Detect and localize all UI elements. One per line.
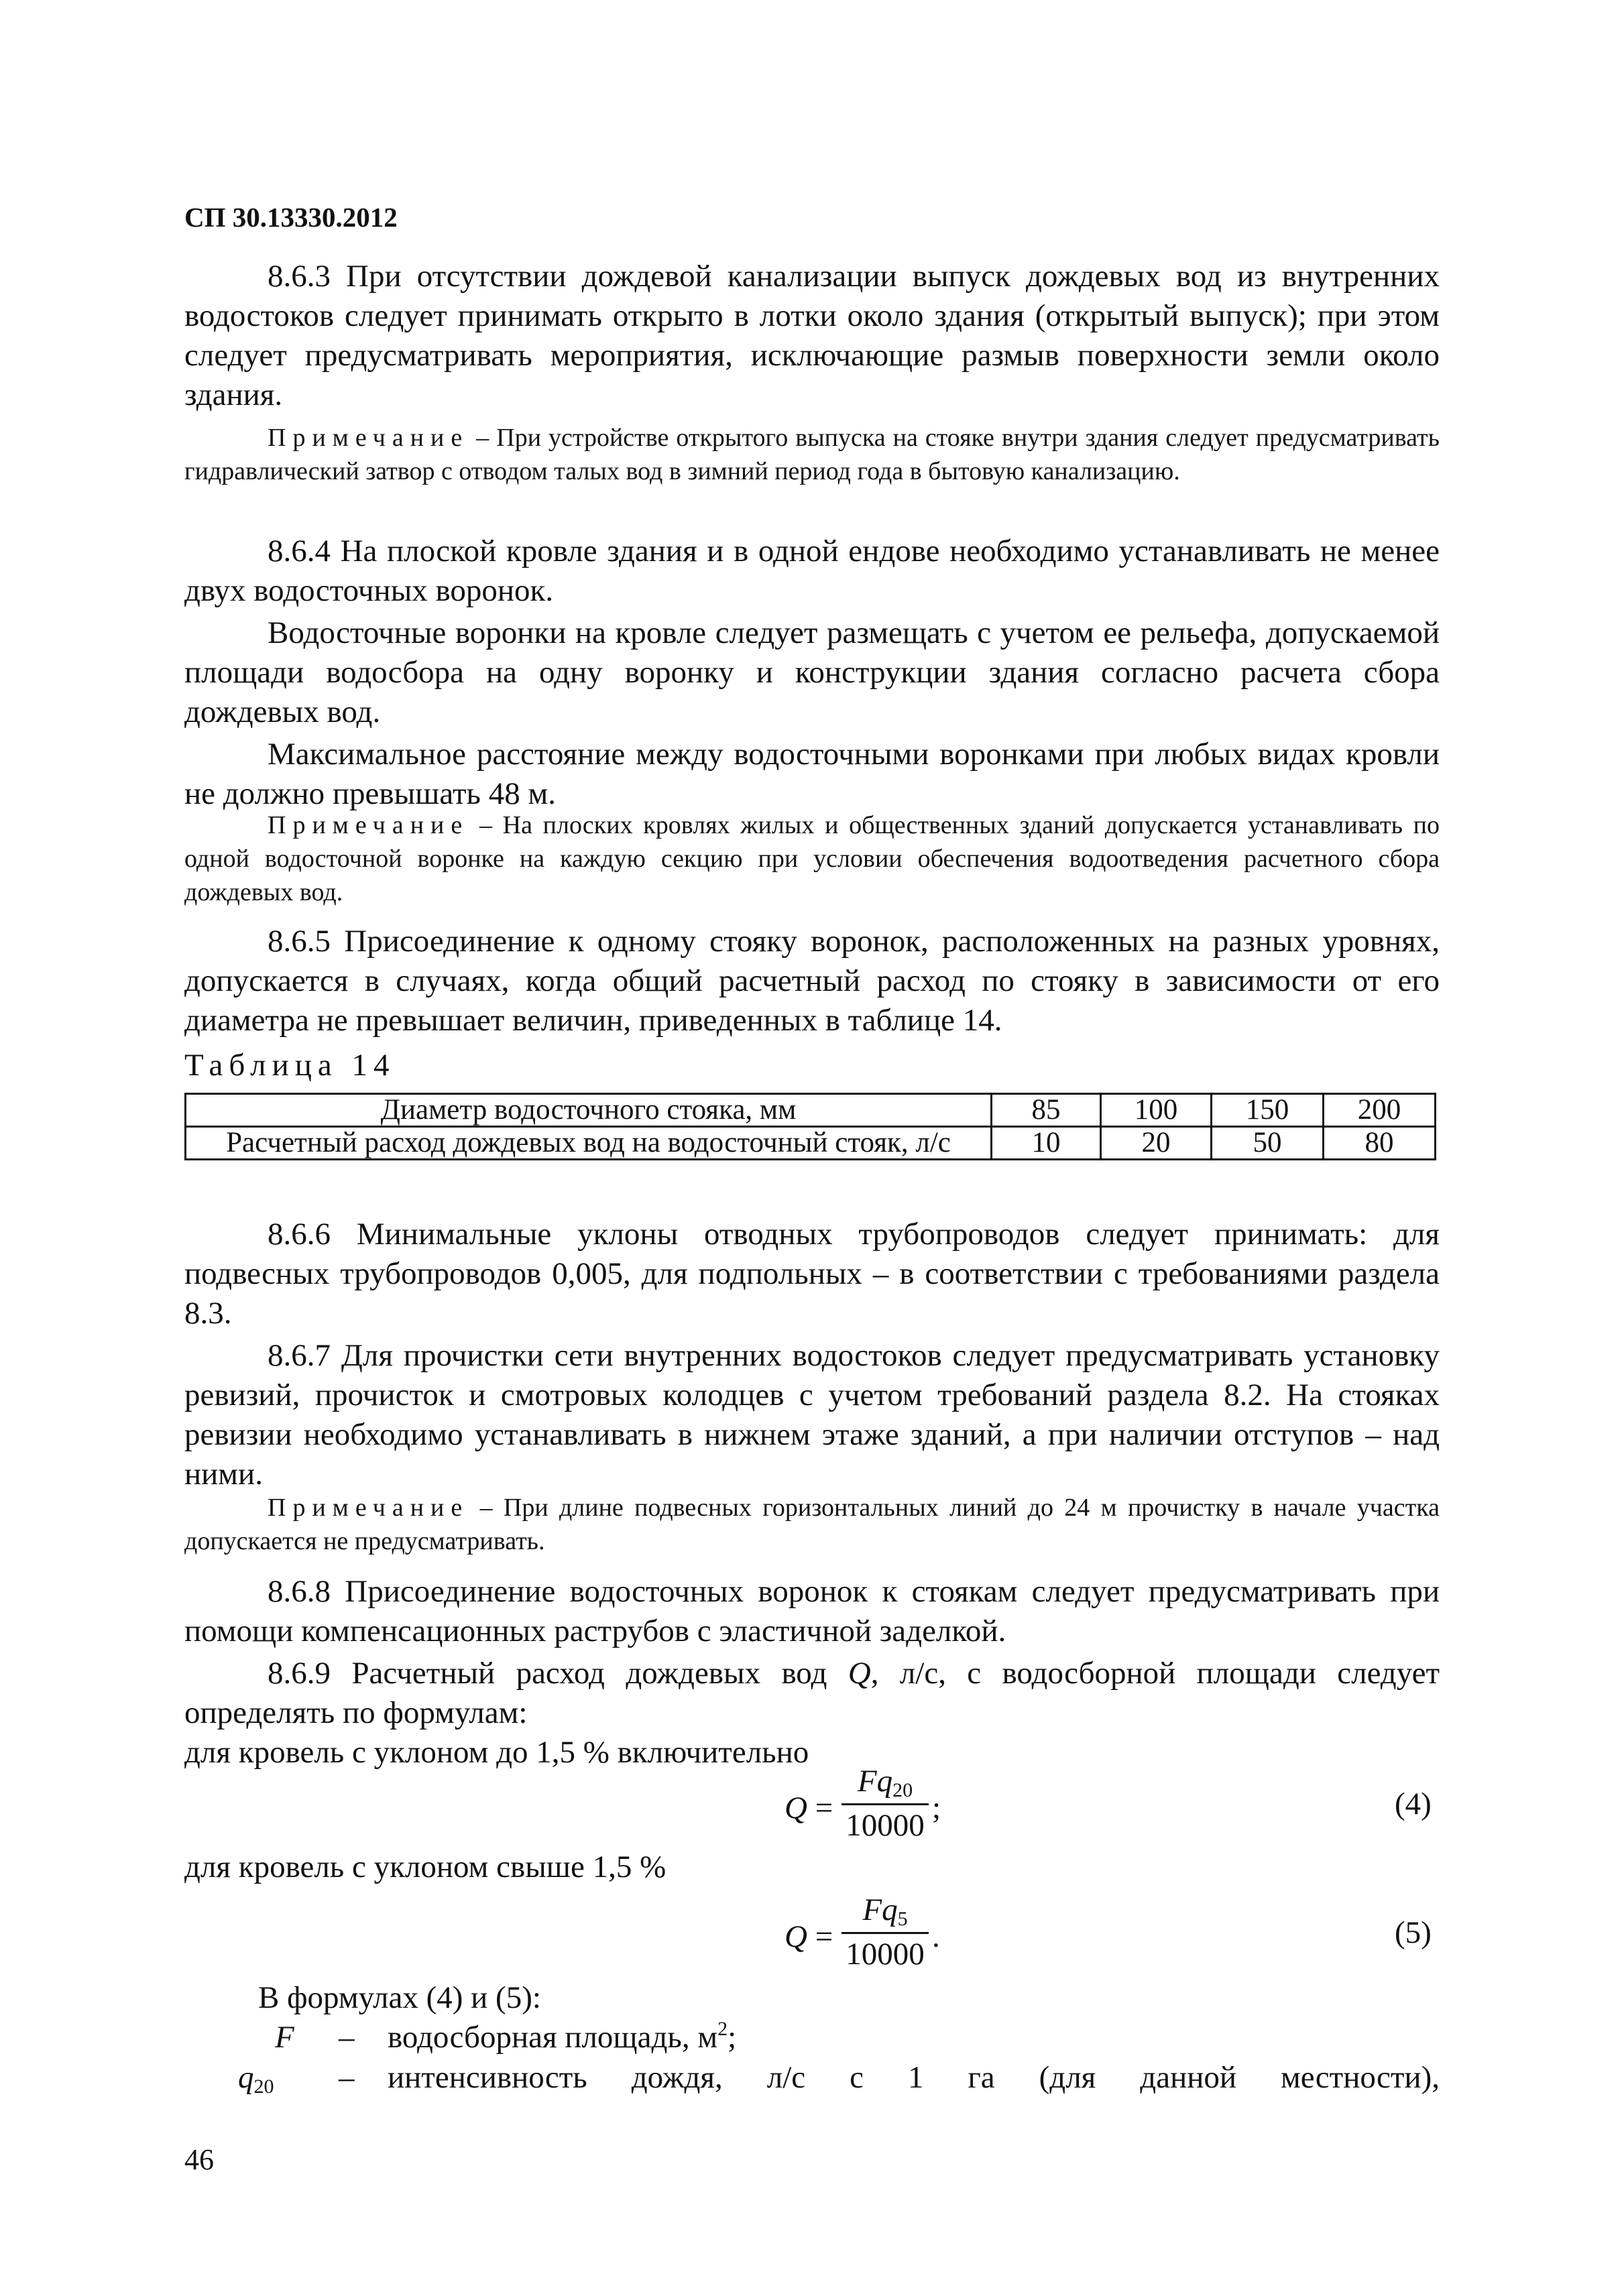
legend-intro: В формулах (4) и (5): <box>258 1980 541 2015</box>
note-text: – На плоских кровлях жилых и общественных зданий допускается устанавливать по одной водосточной воронке на каждую секцию при условии обеспечения водоотведения расчетного сбора дождевых вод. <box>184 811 1440 906</box>
section-8-6-8 <box>184 1572 1440 1772</box>
symbol-f: F <box>275 2020 294 2055</box>
page-number: 46 <box>184 2143 214 2176</box>
table-cell: 100 <box>1101 1094 1212 1127</box>
table-cell: 20 <box>1101 1127 1212 1160</box>
table-14 <box>184 1093 1436 1160</box>
section-8-6-5 <box>184 922 1440 1040</box>
paragraph-8-6-4: 8.6.4 На плоской кровле здания и в одной ендове необходимо устанавливать не менее двух водосточных воронок. <box>184 534 1440 608</box>
case-slope-up-to-1-5: для кровель с уклоном до 1,5 % включительно <box>184 1735 809 1770</box>
note-label: Примечание <box>268 424 469 452</box>
table-cell-label: Расчетный расход дождевых вод на водосточный стояк, л/с <box>186 1127 992 1160</box>
equation-number-5: (5) <box>1395 1915 1432 1950</box>
formula-4-lhs: Q <box>785 1791 807 1825</box>
table-cell: 10 <box>992 1127 1101 1160</box>
table-cell: 85 <box>992 1094 1101 1127</box>
fraction-bar <box>842 1932 929 1934</box>
table-cell: 200 <box>1324 1094 1436 1127</box>
legend-f-description: водосборная площадь, м <box>388 2020 718 2055</box>
formula-5-denominator: 10000 <box>846 1937 925 1972</box>
note-text: – При длине подвесных горизонтальных линий до 24 м прочистку в начале участка допускается не предусматривать. <box>184 1494 1440 1555</box>
paragraph-8-6-7: 8.6.7 Для прочистки сети внутренних водостоков следует предусматривать установку ревизий, прочисток и смотровых колодцев с учетом требований раздела 8.2. На стояках ревизии необходимо устанавливать в нижнем этаже зданий, а при наличии отступов – над ними. <box>184 1338 1440 1492</box>
paragraph-8-6-4-distance: Максимальное расстояние между водосточными воронками при любых видах кровли не должно превышать 48 м. <box>184 737 1440 811</box>
formula-5-numerator: $Fq_5$ <box>862 1892 908 1930</box>
note-8-6-4 <box>184 808 1440 909</box>
paragraph-8-6-6: 8.6.6 Минимальные уклоны отводных трубопроводов следует принимать: для подвесных трубопроводов 0,005, для подпольных – в соответствии с требованиями раздела 8.3. <box>184 1217 1440 1331</box>
table-cell: 80 <box>1324 1127 1436 1160</box>
note-8-6-3 <box>184 421 1440 488</box>
legend-q20-description: интенсивность дождя, л/с с 1 га (для данной местности), <box>388 2060 1440 2095</box>
table-caption: Таблица 14 <box>184 1048 396 1083</box>
formula-4-numerator: $Fq_{20}$ <box>857 1764 913 1801</box>
section-8-6-6 <box>184 1215 1440 1494</box>
formula-5-lhs: Q <box>785 1919 807 1954</box>
symbol-q20: $q_{20}$ <box>238 2060 274 2098</box>
paragraph-8-6-3: 8.6.3 При отсутствии дождевой канализации выпуск дождевых вод из внутренних водостоков следует принимать открыто в лотки около здания (открытый выпуск); при этом следует предусматривать мероприятия, исключающие размыв поверхности земли около здания. <box>184 259 1440 412</box>
fraction-bar <box>842 1803 929 1805</box>
table-row <box>186 1127 1436 1160</box>
section-8-6-3 <box>184 257 1440 415</box>
note-label: Примечание <box>268 1494 469 1522</box>
paragraph-8-6-9: 8.6.9 Расчетный расход дождевых вод Q, л/с, с водосборной площади следует определять по формулам: <box>184 1656 1440 1730</box>
section-8-6-4 <box>184 532 1440 814</box>
document-code: СП 30.13330.2012 <box>184 202 398 233</box>
variable-q: Q <box>848 1656 871 1691</box>
formula-4-denominator: 10000 <box>846 1808 925 1843</box>
note-label: Примечание <box>268 811 469 839</box>
table-cell: 150 <box>1212 1094 1324 1127</box>
table-cell-label: Диаметр водосточного стояка, мм <box>186 1094 992 1127</box>
paragraph-8-6-4-funnels: Водосточные воронки на кровле следует размещать с учетом ее рельефа, допускаемой площади водосбора на одну воронку и конструкции здания согласно расчета сбора дождевых вод. <box>184 615 1440 729</box>
case-slope-over-1-5: для кровель с уклоном свыше 1,5 % <box>184 1850 666 1884</box>
note-text: – При устройстве открытого выпуска на стояке внутри здания следует предусматривать гидравлический затвор с отводом талых вод в зимний период года в бытовую канализацию. <box>184 424 1440 485</box>
paragraph-8-6-8: 8.6.8 Присоединение водосточных воронок к стоякам следует предусматривать при помощи компенсационных раструбов с эластичной заделкой. <box>184 1574 1440 1648</box>
table-cell: 50 <box>1212 1127 1324 1160</box>
equation-number-4: (4) <box>1395 1787 1432 1821</box>
note-8-6-7 <box>184 1491 1440 1558</box>
paragraph-8-6-5: 8.6.5 Присоединение к одному стояку воронок, расположенных на разных уровнях, допускается в случаях, когда общий расчетный расход по стояку в зависимости от его диаметра не превышает величин, приведенных в таблице 14. <box>184 924 1440 1038</box>
table-row <box>186 1094 1436 1127</box>
